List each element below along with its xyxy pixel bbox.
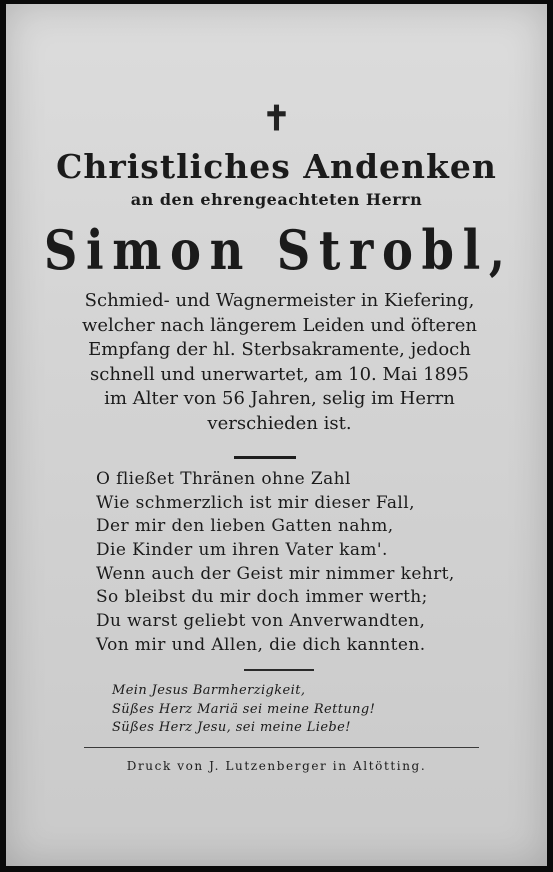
obituary-line: Empfang der hl. Sterbsakramente, jedoch — [88, 339, 471, 360]
poem — [96, 468, 455, 658]
obituary-text — [76, 289, 483, 436]
divider — [84, 747, 479, 748]
memorial-card — [6, 4, 547, 866]
deceased-name: Simon Strobl, — [43, 218, 514, 282]
card-subtitle: an den ehrengeachteten Herrn — [130, 190, 423, 209]
cross-icon: ✝ — [262, 99, 291, 139]
divider — [244, 669, 314, 671]
poem-line: Der mir den lieben Gatten nahm, — [96, 516, 394, 537]
obituary-line: Schmied- und Wagnermeister in Kiefering, — [84, 290, 475, 311]
card-title: Christliches Andenken — [56, 147, 497, 186]
obituary-line: welcher nach längerem Leiden und öfteren — [81, 314, 477, 336]
poem-line: Die Kinder um ihren Vater kam'. — [96, 540, 388, 561]
obituary-line: im Alter von 56 Jahren, selig im Herrn — [104, 388, 455, 409]
prayer-line: Süßes Herz Jesu, sei meine Liebe! — [112, 720, 351, 735]
obituary-line: verschieden ist. — [207, 412, 352, 434]
divider — [234, 456, 296, 459]
poem-line: Von mir und Allen, die dich kannten. — [96, 634, 426, 655]
poem-line: Wenn auch der Geist mir nimmer kehrt, — [96, 563, 455, 584]
poem-line: So bleibst du mir doch immer werth; — [96, 587, 428, 608]
prayer-line: Süßes Herz Mariä sei meine Rettung! — [112, 701, 376, 717]
printer-credit: Druck von J. Lutzenberger in Altötting. — [126, 759, 427, 773]
poem-line: Du warst geliebt von Anverwandten, — [96, 611, 426, 632]
prayer — [112, 682, 375, 738]
obituary-line: schnell und unerwartet, am 10. Mai 1895 — [90, 363, 469, 385]
poem-line: O fließet Thränen ohne Zahl — [96, 469, 351, 489]
prayer-line: Mein Jesus Barmherzigkeit, — [112, 683, 306, 698]
poem-line: Wie schmerzlich ist mir dieser Fall, — [96, 492, 415, 513]
